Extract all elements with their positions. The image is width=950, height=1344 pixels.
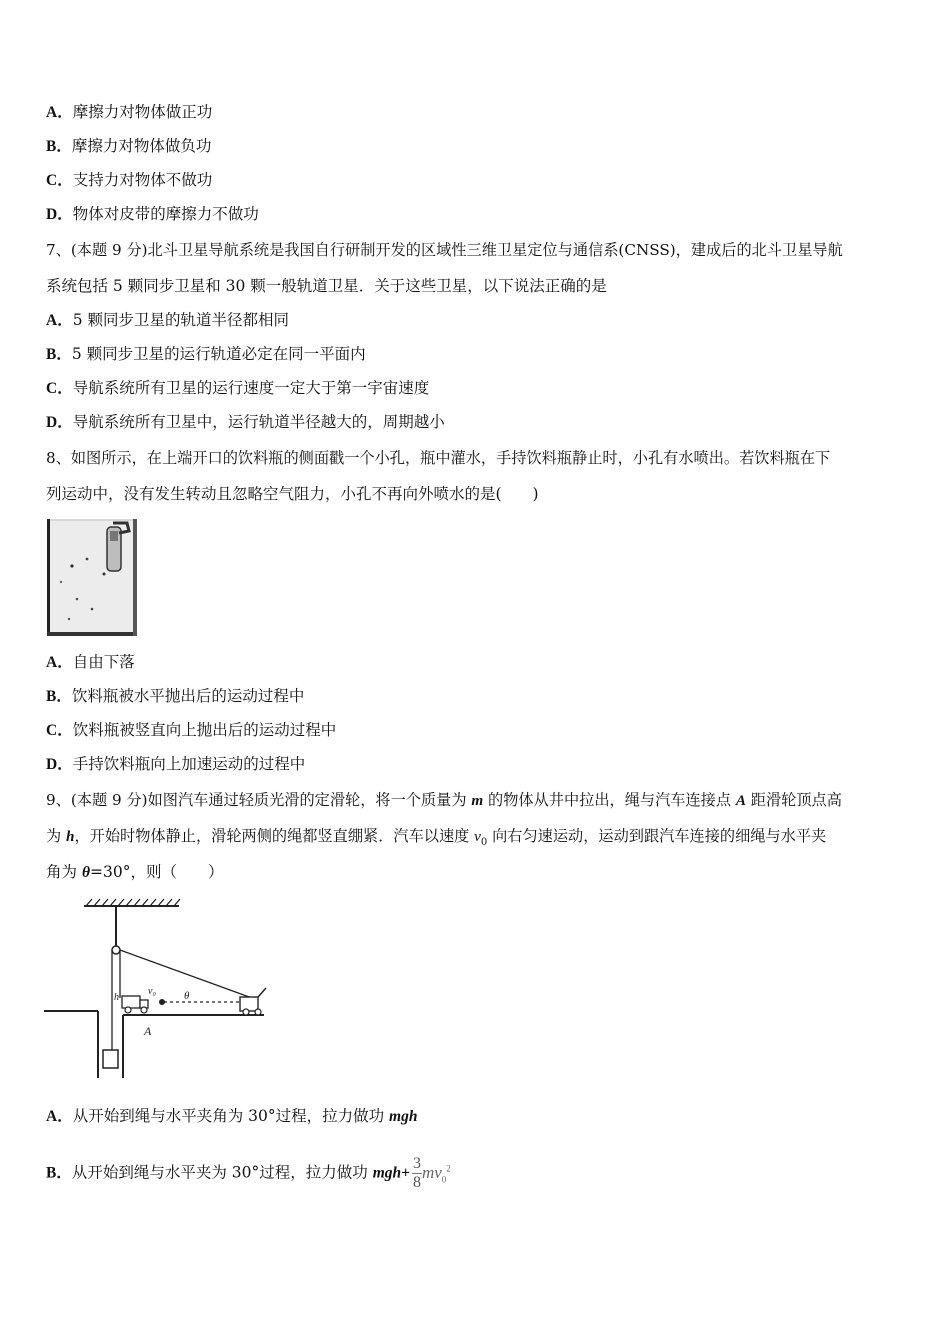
q8-option-d: D．手持饮料瓶向上加速运动的过程中 <box>46 755 306 773</box>
q6-option-a: A．摩擦力对物体做正功 <box>46 103 213 121</box>
mv0-squared: $mv_0^2$ <box>421 1162 451 1185</box>
q9-option-a: A．从开始到绳与水平夹角为 30°过程，拉力做功 mgh <box>46 1107 418 1125</box>
q8-stem-line1: 8、如图所示，在上端开口的饮料瓶的侧面戳一个小孔，瓶中灌水，手持饮料瓶静止时，小孔有水喷出。若饮料瓶在下 <box>46 449 831 467</box>
pulley-car-diagram <box>44 898 274 1083</box>
label-theta: θ <box>184 990 190 1002</box>
q7-option-a: A．5 颗同步卫星的轨道半径都相同 <box>46 311 289 329</box>
fraction-3-8: $\frac{3}{8}$ <box>412 1155 421 1192</box>
q8-option-b: B．饮料瓶被水平抛出后的运动过程中 <box>46 687 305 705</box>
q8-stem-line2: 列运动中，没有发生转动且忽略空气阻力，小孔不再向外喷水的是( ) <box>46 485 539 503</box>
label-v0: v₀ <box>148 986 156 997</box>
q8-option-a: A．自由下落 <box>46 653 135 671</box>
q6-option-d: D．物体对皮带的摩擦力不做功 <box>46 205 259 223</box>
label-A: A <box>144 1024 152 1038</box>
bottle-photo <box>47 519 137 636</box>
q6-option-c: C．支持力对物体不做功 <box>46 171 213 189</box>
q8-option-c: C．饮料瓶被竖直向上抛出后的运动过程中 <box>46 721 337 739</box>
q6-option-b: B．摩擦力对物体做负功 <box>46 137 212 155</box>
q7-option-d: D．导航系统所有卫星中，运行轨道半径越大的，周期越小 <box>46 413 445 431</box>
label-h: h <box>114 992 119 1003</box>
q7-stem-line2: 系统包括 5 颗同步卫星和 30 颗一般轨道卫星．关于这些卫星，以下说法正确的是 <box>46 277 607 295</box>
q7-stem-line1: 7、(本题 9 分)北斗卫星导航系统是我国自行研制开发的区域性三维卫星定位与通信系(CNSS)，建成后的北斗卫星导航 <box>46 241 843 259</box>
q9-stem-line2: 为 h，开始时物体静止，滑轮两侧的绳都竖直绷紧．汽车以速度 $v_0$ 向右匀速运动，运动到跟汽车连接的细绳与水平夹 <box>46 827 827 849</box>
q7-option-c: C．导航系统所有卫星的运行速度一定大于第一宇宙速度 <box>46 379 430 397</box>
q9-option-b: B．从开始到绳与水平夹为 30°过程，拉力做功 mgh+ $\frac{3}{8}$ $mv_0^2$ <box>46 1155 451 1192</box>
q9-stem-line1: 9、(本题 9 分)如图汽车通过轻质光滑的定滑轮，将一个质量为 m 的物体从井中拉出，绳与汽车连接点 A 距滑轮顶点高 <box>46 791 842 809</box>
q7-option-b: B．5 颗同步卫星的运行轨道必定在同一平面内 <box>46 345 366 363</box>
q9-stem-line3: 角为 θ=30°，则（ ） <box>46 863 224 881</box>
